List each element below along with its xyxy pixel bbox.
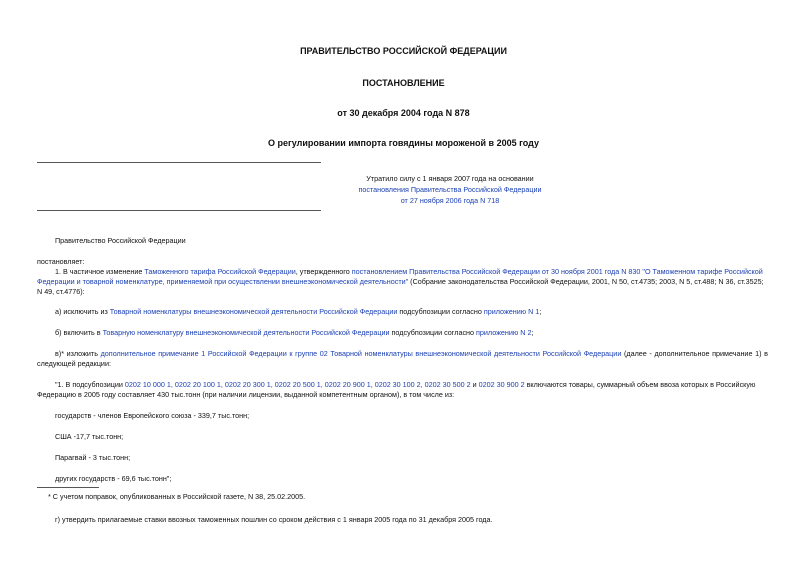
additional-note-link[interactable]: дополнительное примечание 1 Российской Федерации к группе 02 Товарной номенклатуры внешнеэкономической деятельности Российской Федерации bbox=[100, 349, 622, 358]
text: подсубпозиции согласно bbox=[397, 307, 484, 316]
validity-note-link[interactable]: постановления Правительства Российской Федерации bbox=[358, 185, 542, 194]
text: б) включить в bbox=[55, 328, 103, 337]
text: "1. В подсубпозиции bbox=[55, 380, 125, 389]
government-line: Правительство Российской Федерации bbox=[55, 236, 186, 245]
item-v-line-1 bbox=[55, 348, 768, 359]
quote-line-2: Федерацию в 2005 году составляет 430 тыс.тонн (при наличии лицензии, выданной компетентным органом), в том числе из: bbox=[37, 390, 455, 399]
text: ; bbox=[531, 328, 534, 337]
paragraph-1-line-3: N 49, ст.4776): bbox=[37, 287, 85, 296]
item-a bbox=[55, 306, 541, 317]
org-name: ПРАВИТЕЛЬСТВО РОССИЙСКОЙ ФЕДЕРАЦИИ bbox=[300, 46, 507, 56]
quota-paraguay: Парагвай - 3 тыс.тонн; bbox=[55, 453, 131, 462]
appendix-2-link[interactable]: приложению N 2 bbox=[476, 328, 532, 337]
quota-usa: США -17,7 тыс.тонн; bbox=[55, 432, 124, 441]
resolution-830-link[interactable]: постановлением Правительства Российской Федерации от 30 ноября 2001 года N 830 "О Таможенном тарифе Российской bbox=[351, 267, 763, 276]
text: ; bbox=[539, 307, 542, 316]
footnote: * С учетом поправок, опубликованных в Российской газете, N 38, 25.02.2005. bbox=[48, 492, 306, 501]
divider-top bbox=[37, 162, 321, 163]
subheading-codes-link[interactable]: 0202 10 000 1, 0202 20 100 1, 0202 20 300 1, 0202 20 500 1, 0202 20 900 1, 0202 30 100 2, 0202 30 500 2 bbox=[124, 380, 471, 389]
text: и bbox=[470, 380, 479, 389]
document-subject: О регулировании импорта говядины мороженой в 2005 году bbox=[268, 138, 539, 148]
item-v-line-2: следующей редакции: bbox=[37, 359, 111, 368]
subheading-code-last-link[interactable]: 0202 30 900 2 bbox=[478, 380, 525, 389]
customs-tariff-link[interactable]: Таможенного тарифа Российской Федерации bbox=[144, 267, 296, 276]
item-g: г) утвердить прилагаемые ставки ввозных таможенных пошлин со сроком действия с 1 января 2005 года по 31 декабря 2005 года. bbox=[55, 515, 493, 524]
text: (далее - дополнительное примечание 1) в bbox=[621, 349, 768, 358]
quota-others: других государств - 69,6 тыс.тонн"; bbox=[55, 474, 172, 483]
document-type: ПОСТАНОВЛЕНИЕ bbox=[362, 78, 445, 88]
quota-eu: государств - членов Европейского союза - 339,7 тыс.тонн; bbox=[55, 411, 250, 420]
text: в)* изложить bbox=[55, 349, 101, 358]
validity-note-text: Утратило силу с 1 января 2007 года на основании bbox=[366, 174, 534, 183]
appendix-1-link[interactable]: приложению N 1 bbox=[483, 307, 540, 316]
decree-word: постановляет: bbox=[37, 257, 85, 266]
paragraph-1-line-2 bbox=[37, 276, 764, 287]
item-b bbox=[55, 327, 533, 338]
divider-bottom bbox=[37, 210, 321, 211]
text: включаются товары, суммарный объем ввоза которых в Российскую bbox=[524, 380, 756, 389]
text: (Собрание законодательства Российской Федерации, 2001, N 50, ст.4735; 2003, N 5, ст.488; N 36, ст.3525; bbox=[408, 277, 764, 286]
footnote-divider bbox=[37, 487, 99, 488]
tn-ved-link[interactable]: Товарной номенклатуры внешнеэкономической деятельности Российской Федерации bbox=[109, 307, 398, 316]
tn-ved-link-2[interactable]: Товарную номенклатуру внешнеэкономической деятельности Российской Федерации bbox=[102, 328, 390, 337]
text: 1. В частичное изменение bbox=[55, 267, 145, 276]
resolution-830-link-cont[interactable]: Федерации и товарной номенклатуре, применяемой при осуществлении внешнеэкономической деятельности" bbox=[37, 277, 409, 286]
text: , утвержденного bbox=[295, 267, 352, 276]
document-date-number: от 30 декабря 2004 года N 878 bbox=[337, 108, 470, 118]
validity-note-link-date[interactable]: от 27 ноября 2006 года N 718 bbox=[400, 196, 500, 205]
text: подсубпозиции согласно bbox=[389, 328, 477, 337]
text: а) исключить из bbox=[55, 307, 110, 316]
validity-note bbox=[300, 173, 600, 206]
